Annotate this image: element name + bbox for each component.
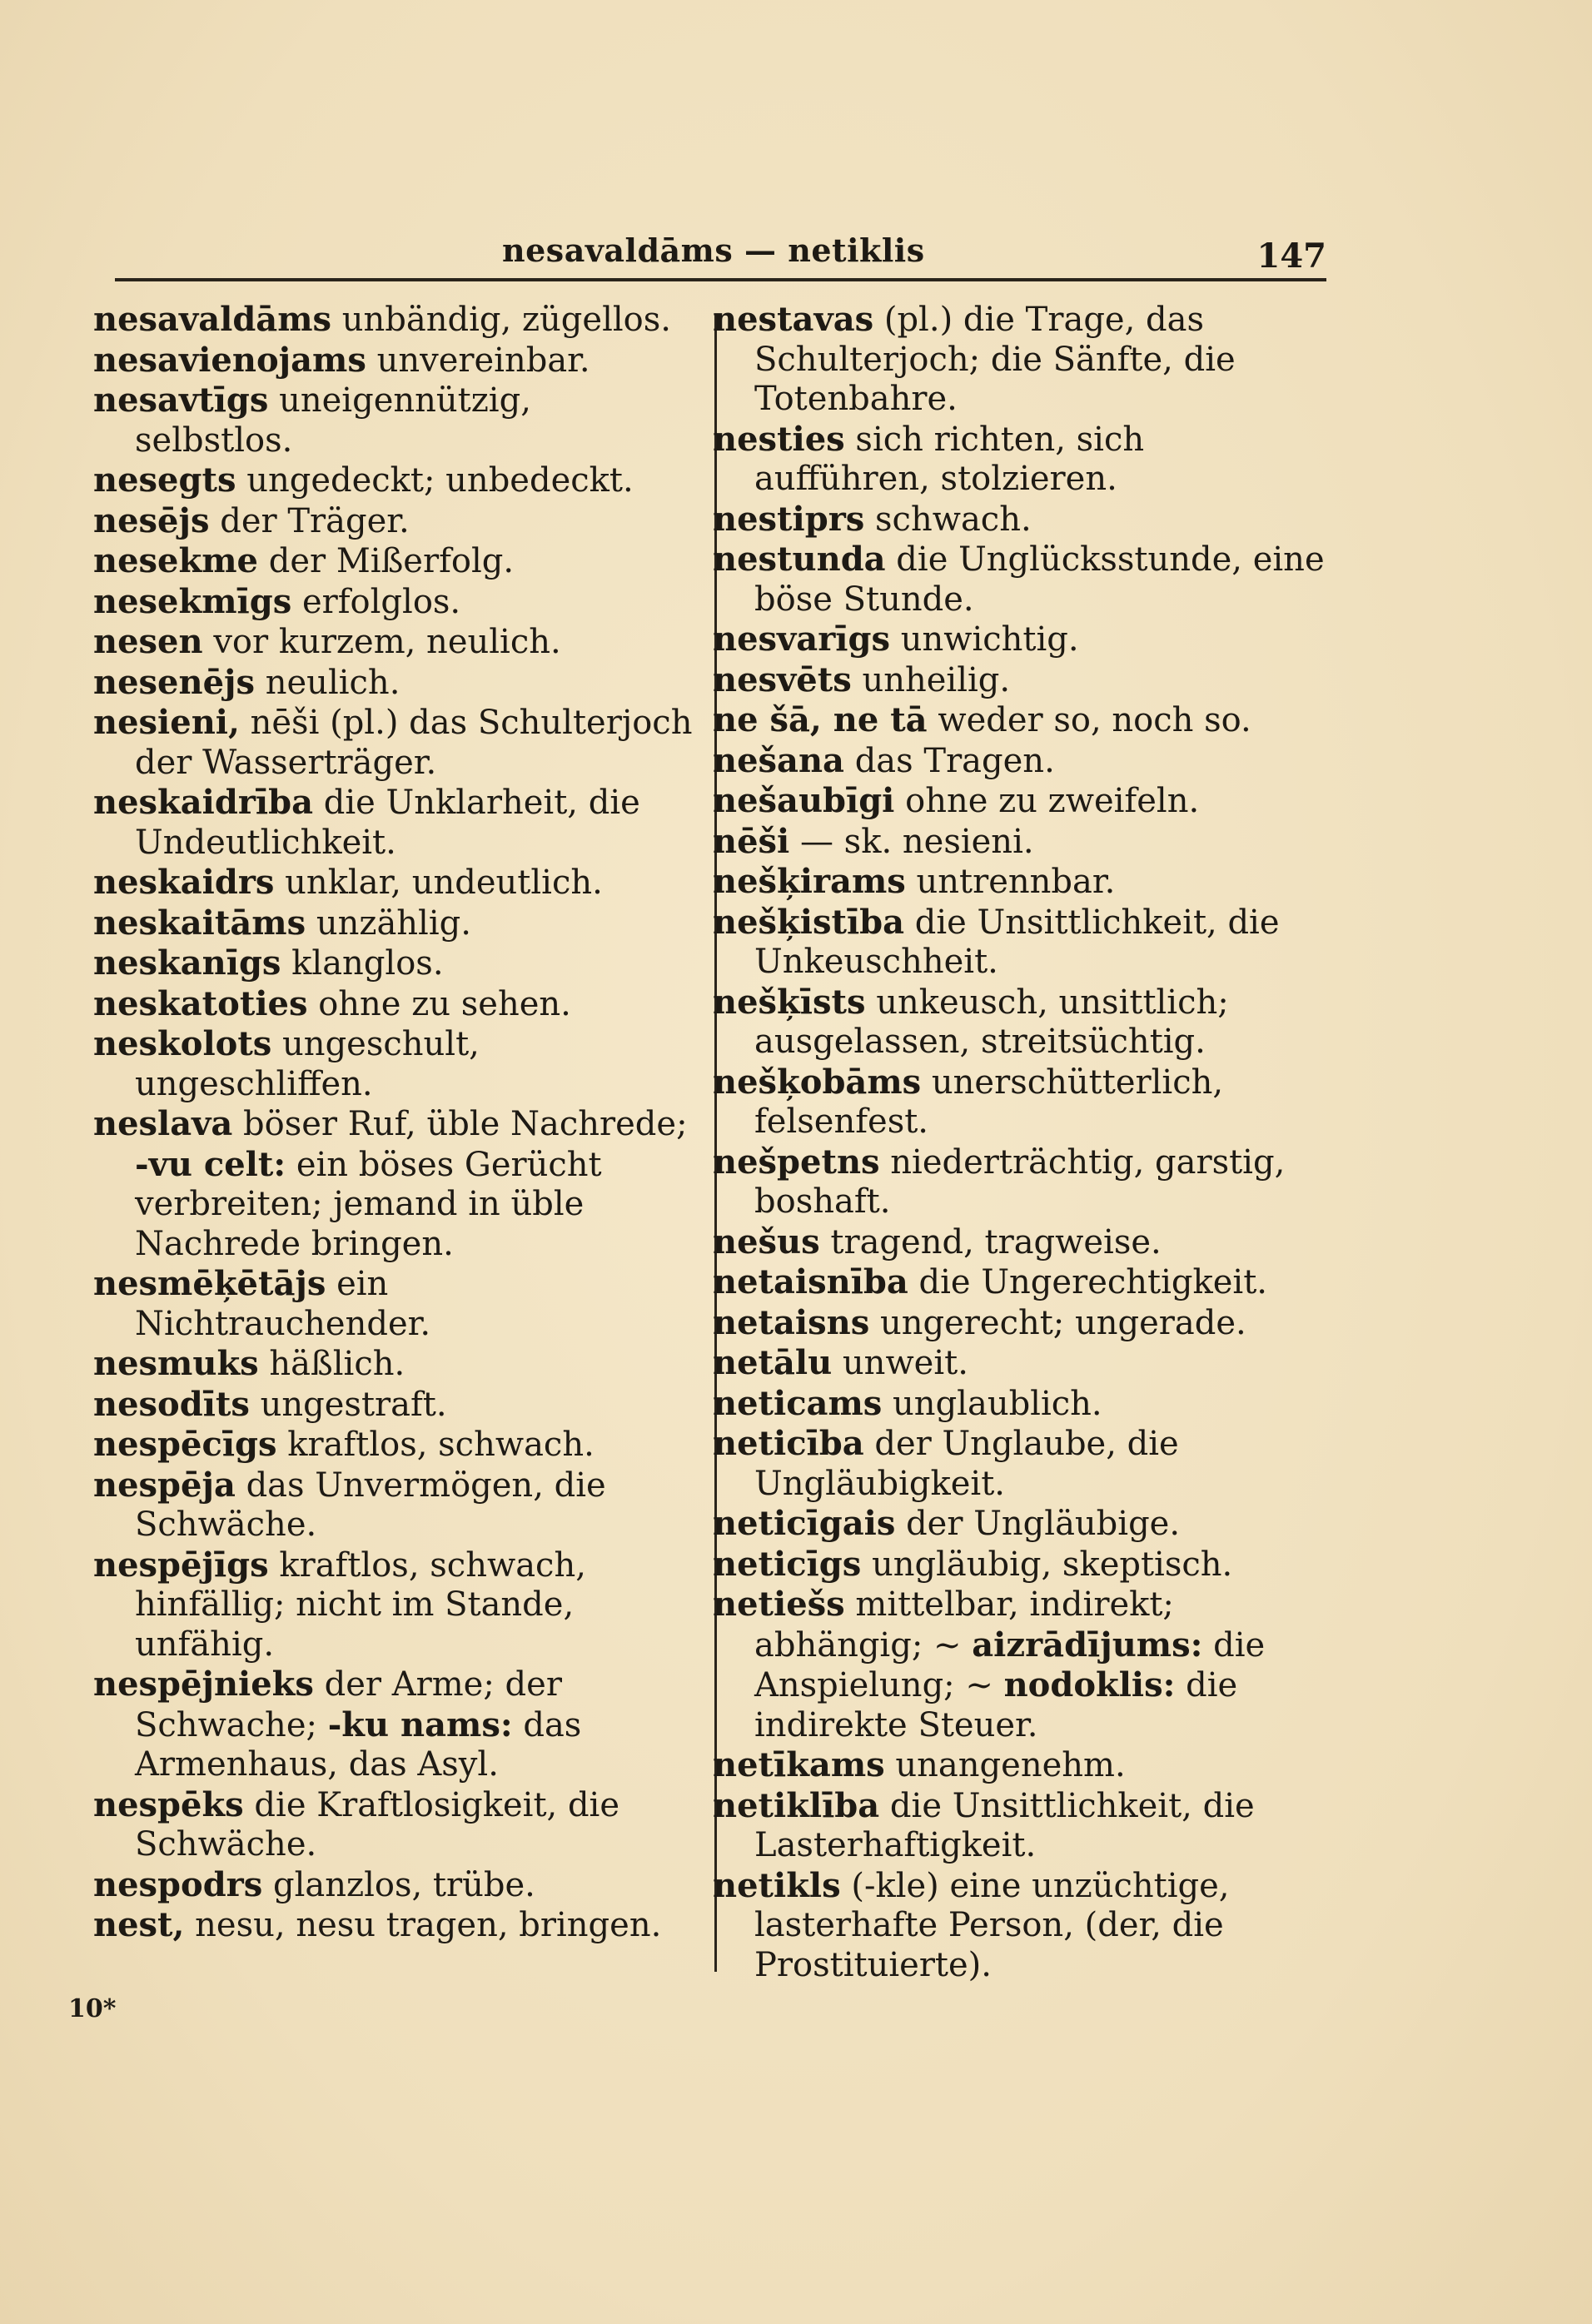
dictionary-entry: nesmuks häßlich. (93, 1344, 405, 1383)
dictionary-entry: nešpetns niederträchtig, garstig, boshaft. (713, 1142, 1286, 1221)
dictionary-entry: neticība der Unglaube, die Ungläubigkeit. (713, 1424, 1179, 1503)
dictionary-entry: neskaidrība die Unklarheit, die Undeutlichkeit. (93, 783, 640, 862)
right-column (713, 300, 1329, 1985)
page-number: 147 (1256, 236, 1326, 276)
dictionary-entry: nesmēķētājs ein Nichtrauchender. (93, 1264, 431, 1343)
dictionary-entry: nespodrs glanzlos, trübe. (93, 1864, 535, 1904)
dictionary-entry: nespējnieks der Arme; der Schwache; -ku nams: das Armenhaus, das Asyl. (93, 1665, 582, 1784)
dictionary-entry: netaisnība die Ungerechtigkeit. (713, 1262, 1267, 1301)
dictionary-entry: nešķirams untrennbar. (713, 862, 1116, 901)
dictionary-entry: nespēja das Unvermögen, die Schwäche. (93, 1465, 606, 1544)
dictionary-entry: nestiprs schwach. (713, 499, 1032, 539)
dictionary-entry: nešķobāms unerschütterlich, felsenfest. (713, 1062, 1224, 1141)
dictionary-entry: nešana das Tragen. (713, 740, 1055, 780)
dictionary-entry: nestunda die Unglücksstunde, eine böse Stunde. (713, 540, 1325, 619)
dictionary-entry: nēši — sk. nesieni. (713, 821, 1034, 861)
dictionary-entry: nestavas (pl.) die Trage, das Schulterjoch; die Sänfte, die Totenbahre. (713, 300, 1236, 418)
dictionary-entry: nesavienojams unvereinbar. (93, 340, 590, 380)
dictionary-entry: netālu unweit. (713, 1343, 968, 1382)
dictionary-entry: neticams unglaublich. (713, 1383, 1102, 1423)
dictionary-entry: neskanīgs klanglos. (93, 943, 444, 983)
dictionary-entry: nesegts ungedeckt; unbedeckt. (93, 460, 634, 500)
dictionary-entry: netiklība die Unsittlichkeit, die Lasterhaftigkeit. (713, 1785, 1255, 1864)
dictionary-entry: nešaubīgi ohne zu zweifeln. (713, 781, 1200, 820)
dictionary-entry: neskaidrs unklar, undeutlich. (93, 863, 603, 902)
dictionary-entry: nesties sich richten, sich aufführen, stolzieren. (713, 419, 1145, 498)
dictionary-entry: netaisns ungerecht; ungerade. (713, 1302, 1246, 1342)
dictionary-entry: nespēks die Kraftlosigkeit, die Schwäche. (93, 1784, 620, 1864)
left-column (93, 300, 693, 1946)
dictionary-entry: nespējīgs kraftlos, schwach, hinfällig; nicht im Stande, unfähig. (93, 1545, 586, 1664)
dictionary-entry: nešus tragend, tragweise. (713, 1222, 1162, 1262)
dictionary-entry: netikls (-kle) eine unzüchtige, lasterhafte Person, (der, die Prostituierte). (713, 1865, 1230, 1984)
dictionary-entry: nesieni, nēši (pl.) das Schulterjoch der Wasserträger. (93, 703, 693, 782)
dictionary-entry: nešķīsts unkeusch, unsittlich; ausgelassen, streitsüchtig. (713, 982, 1229, 1061)
dictionary-entry: neskaitāms unzählig. (93, 903, 471, 943)
page-header (115, 231, 1326, 281)
dictionary-entry: nesavaldāms unbändig, zügellos. (93, 300, 671, 339)
dictionary-entry: nesekmīgs erfolglos. (93, 581, 461, 621)
dictionary-entry: nesvarīgs unwichtig. (713, 620, 1079, 659)
dictionary-entry: nest, nesu, nesu tragen, bringen. (93, 1905, 662, 1944)
dictionary-entry: neslava böser Ruf, üble Nachrede; -vu celt: ein böses Gerücht verbreiten; jemand in üble Nachrede bringen. (93, 1104, 688, 1263)
dictionary-entry: nesen vor kurzem, neulich. (93, 622, 561, 661)
dictionary-entry: neskolots ungeschult, ungeschliffen. (93, 1024, 480, 1103)
dictionary-entry: netiešs mittelbar, indirekt; abhängig; ~ aizrādījums: die Anspielung; ~ nodoklis: die indirekte Steuer. (713, 1585, 1266, 1744)
dictionary-entry: nesējs der Träger. (93, 500, 410, 540)
header-guide-words: nesavaldāms — netiklis (502, 231, 925, 269)
dictionary-entry: neticīgs ungläubig, skeptisch. (713, 1544, 1233, 1584)
dictionary-entry: netīkams unangenehm. (713, 1745, 1126, 1784)
dictionary-entry: neskatoties ohne zu sehen. (93, 983, 571, 1023)
dictionary-entry: ne šā, ne tā weder so, noch so. (713, 700, 1251, 739)
dictionary-entry: nesavtīgs uneigennützig, selbstlos. (93, 381, 531, 460)
printer-signature-mark: 10* (68, 1994, 117, 2023)
dictionary-entry: nesodīts ungestraft. (93, 1384, 447, 1424)
dictionary-entry: nespēcīgs kraftlos, schwach. (93, 1425, 595, 1464)
dictionary-entry: nesenējs neulich. (93, 662, 400, 702)
dictionary-entry: nesvēts unheilig. (713, 659, 1011, 699)
dictionary-entry: neticīgais der Ungläubige. (713, 1504, 1181, 1543)
dictionary-entry: nesekme der Mißerfolg. (93, 541, 515, 580)
dictionary-entry: nešķistība die Unsittlichkeit, die Unkeuschheit. (713, 902, 1280, 981)
